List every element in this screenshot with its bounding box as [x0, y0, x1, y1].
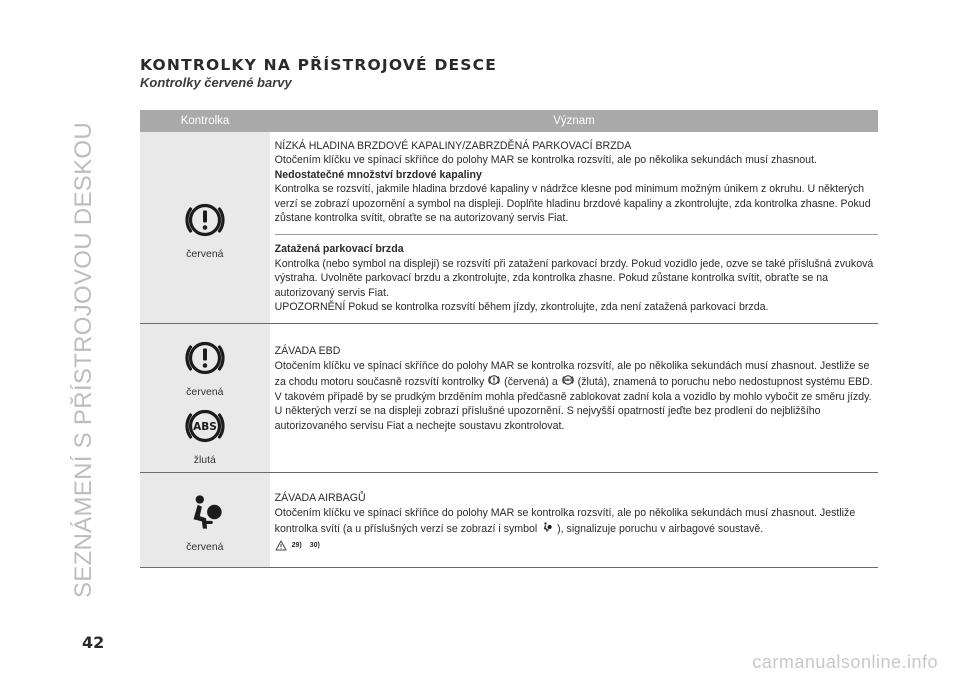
paragraph-text: (červená) a [504, 376, 558, 389]
brake-warning-icon [181, 334, 229, 382]
warning-ref: 30) [309, 541, 320, 549]
page-number: 42 [82, 633, 105, 652]
brake-warning-icon [181, 196, 229, 244]
indicator-table [140, 110, 878, 568]
bold-subheading: Zatažená parkovací brzda [274, 243, 404, 256]
paragraph-text: (žlutá), znamená to [577, 376, 669, 389]
watermark: carmanualsonline.info [752, 652, 938, 672]
meaning-section [275, 473, 878, 567]
warning-triangle-icon [275, 540, 287, 551]
indicator-cell [140, 324, 270, 472]
meaning-section [275, 324, 878, 450]
brake-warning-icon [487, 373, 501, 387]
warning-references [275, 539, 878, 553]
indicator-color-label: červená [186, 541, 224, 554]
paragraph [275, 506, 878, 537]
meaning-section [275, 132, 878, 234]
paragraph-text: ), signalizuje poruchu v airbagové soustavě. [557, 523, 764, 536]
bold-subheading: Nedostatečné množství brzdové kapaliny [274, 168, 482, 181]
paragraph: Otočením klíčku ve spínací skříňce do polohy MAR se kontrolka rozsvítí, ale po několika sekundách musí zhasnout. [274, 154, 817, 167]
indicator-color-label: červená [186, 386, 224, 399]
paragraph-text: poruchu nebo nedostupnost systému EBD. V takovém případě by se prudkým brzděním mohla předčasně zablokovat zadní kola a vozidlo by mohlo vybočit ze směru jízdy. U některých verzí se na displeji zobrazí příslušné upozornění. S nejvyšší opatrností jeďte bez prodlení do nejbližšího autorizovaného servisu Fiat a nechejte soustavu zkontrolovat. [274, 376, 873, 432]
meaning-cell [273, 324, 878, 472]
side-section-title: SEZNÁMENÍ S PŘÍSTROJOVOU DESKOU [70, 121, 97, 599]
page-title: KONTROLKY NA PŘÍSTROJOVÉ DESCE [140, 56, 498, 74]
meaning-cell [273, 132, 878, 323]
paragraph: Kontrolka se rozsvítí, jakmile hladina brzdové kapaliny v nádržce klesne pod minimum možným únikem z okruhu. U některých verzí se zobrazí upozornění a symbol na displeji. Doplňte hladinu brzdové kapaliny a zkontrolujte, zda kontrolka zhasne. Pokud zůstane kontrolka svítit, obraťte se na autorizovaný servis Fiat. [274, 183, 871, 225]
paragraph-text: Otočením klíčku ve spínací skříňce do polohy MAR se kontrolka rozsvítí, ale po několika sekundách musí zhasnout. Jestliže kontrolka svítí (a u příslušných verzí se zobrazí i symbol [274, 506, 856, 536]
indicator-cell [140, 473, 270, 567]
page-subtitle: Kontrolky červené barvy [140, 75, 292, 90]
indicator-color-label: červená [186, 247, 224, 260]
airbag-icon [180, 487, 230, 537]
table-header [140, 110, 878, 132]
paragraph [275, 359, 878, 433]
meaning-cell [273, 473, 878, 567]
section-heading: ZÁVADA EBD [274, 345, 341, 358]
table-row [140, 324, 878, 473]
airbag-icon [540, 520, 554, 534]
table-row [140, 473, 878, 568]
indicator-cell [140, 132, 270, 323]
table-row [140, 132, 878, 324]
meaning-section [275, 234, 878, 323]
warning-ref: 29) [291, 541, 302, 549]
warning-paragraph: UPOZORNĚNÍ Pokud se kontrolka rozsvítí během jízdy, zkontrolujte, zda není zatažená parkovací brzda. [274, 301, 769, 314]
paragraph: Kontrolka (nebo symbol na displeji) se rozsvítí při zatažení parkovací brzdy. Pokud vozidlo jede, ozve se také příslušná zvuková výstraha. Uvolněte parkovací brzdu a zkontrolujte, zda kontrolka zhasne. Pokud zůstane kontrolka svítit, obraťte se na autorizovaný servis Fiat. [274, 257, 874, 299]
header-kontrolka: Kontrolka [180, 115, 230, 127]
section-heading: ZÁVADA AIRBAGŮ [274, 492, 366, 505]
section-heading: NÍZKÁ HLADINA BRZDOVÉ KAPALINY/ZABRZDĚNÁ PARKOVACÍ BRZDA [274, 140, 632, 152]
paragraph-text: Otočením klíčku ve spínací skříňce do polohy MAR se kontrolka rozsvítí, ale po několika sekundách musí zhasnout. Jestliže se za chodu motoru současně rozsvítí kontrolky [274, 359, 870, 389]
abs-icon [561, 373, 575, 387]
indicator-color-label: žlutá [193, 454, 216, 467]
header-vyznam: Význam [553, 115, 595, 127]
abs-icon [181, 402, 229, 450]
